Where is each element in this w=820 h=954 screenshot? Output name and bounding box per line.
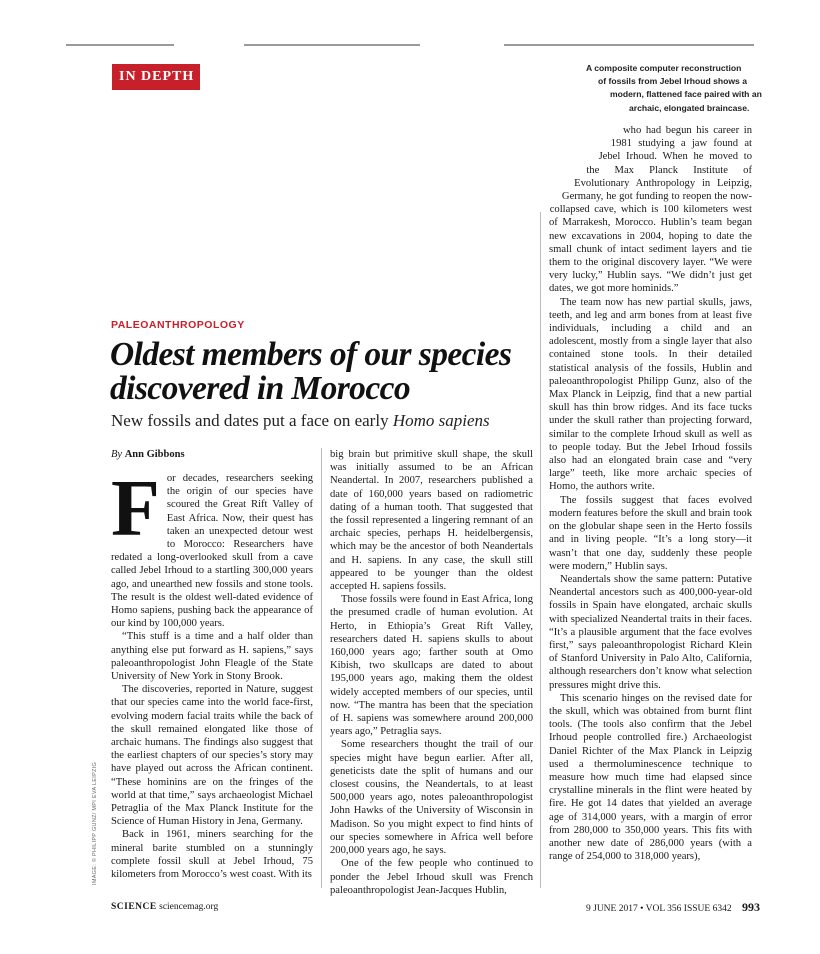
issue-info: 9 JUNE 2017 • VOL 356 ISSUE 6342 (586, 904, 732, 914)
caption-line: A composite computer reconstruction (586, 63, 742, 73)
byline-by: By (111, 449, 123, 460)
subhead-species: Homo sapiens (392, 411, 490, 430)
paragraph-text: or decades, researchers seeking the origin of our species have scoured the Great Rift Valley of East Africa. Now, their quest has taken an unexpected detour west to Morocco: Researchers have redated a long-overlooked skull from a cave called Jebel Irhoud to a startling 300,000 years ago, and unearthed new fossils and stone tools. The result is the oldest well-dated evidence of Homo sapiens, pushing back the appearance of our kind by 100,000 years. (111, 473, 313, 630)
column-divider (321, 448, 322, 888)
paragraph: who had begun his career in 1981 studying a jaw found at Jebel Irhoud. When he moved to the Max Planck Institute of Evolutionary Anthropology in Leipzig, Germany, he got funding to reopen the now-collapsed cave, which is 100 kilometers west of Marrakesh, Morocco. Hublin’s team began new excavations in 2004, hoping to date the small chunk of intact sediment layers and tie them to the original discovery layer. “We were very lucky,” Hublin says. “We didn’t just get dates, we got more hominids.” (549, 125, 752, 295)
footer-left (111, 902, 218, 912)
article-column-2 (330, 448, 533, 896)
byline-author: Ann Gibbons (124, 449, 185, 460)
paragraph: big brain but primitive skull shape, the skull was initially assumed to be an African Neandertal. In 2007, researchers published a date of 160,000 years based on radiometric dating of a human tooth. That suggested that the fossil represented a lingering remnant of an archaic species, perhaps H. heidelbergensis, which may be the ancestor of both Neandertals and H. sapiens. In any case, the skull still appeared to be younger than the oldest accepted H. sapiens fossils. (330, 449, 533, 593)
image-caption (572, 62, 762, 115)
top-rule-left (66, 44, 174, 46)
page-number: 993 (741, 900, 760, 914)
article-column-3 (549, 124, 752, 888)
footer-right (586, 900, 760, 915)
paragraph: The team now has new partial skulls, jaws, teeth, and leg and arm bones from at least five individuals, including a child and an adolescent, mostly from a single layer that also contained stone tools. In their detailed statistical analysis of the fossils, Hublin and paleoanthropologist Philipp Gunz, also of the Max Planck in Leipzig, find that a new partial skull has thin brow ridges. And its face tucks under the skull rather than projecting forward, similar to the complete Irhoud skull as well as to people today. But the Jebel Irhoud fossils also had an elongated brain case and “very large” teeth, like more archaic species of Homo, the authors write. (549, 296, 752, 493)
caption-line: archaic, elongated braincase. (629, 102, 750, 113)
column-divider (540, 212, 541, 888)
top-rule-middle (244, 44, 420, 46)
paragraph: The fossils suggest that faces evolved modern features before the skull and brain took on the globular shape seen in the Herto fossils and in living people. “It’s a long story—it wasn’t that one day, suddenly these people were modern,” Hublin says. (549, 494, 752, 572)
caption-line: modern, flattened face paired with an (610, 89, 762, 100)
paragraph: Some researchers thought the trail of our species might have begun earlier. After all, geneticists date the split of humans and our closest cousins, the Neandertals, to at least 500,000 years ago, notes paleoanthropologist John Hawks of the University of Wisconsin in Madison. So you might expect to find hints of our species somewhere in Africa well before 200,000 years ago, he says. (330, 739, 533, 857)
paragraph: Neandertals show the same pattern: Putative Neandertal ancestors such as 400,000-year-old fossils in Spain have elongated, archaic skulls with specialized Neandertal traits in their faces. “It’s a plausible argument that the face evolves first,” says paleoanthropologist Richard Klein of Stanford University in Palo Alto, California, although researchers don’t know what selection pressures might drive this. (549, 573, 752, 691)
photo-credit: IMAGE: © PHILIPP GUNZ/ MPI EVA LEIPZIG (92, 761, 98, 885)
journal-site: sciencemag.org (159, 902, 219, 912)
paragraph: Those fossils were found in East Africa, long the presumed cradle of human evolution. At Herto, in Ethiopia’s Great Rift Valley, researchers dated H. sapiens skulls to about 160,000 years ago; farther south at Omo Kibish, two skullcaps are dated to about 195,000 years ago, making them the oldest widely accepted members of our species, until now. “The mantra has been that the speciation of H. sapiens was somewhere around 200,000 years ago,” Petraglia says. (330, 594, 533, 738)
headline: Oldest members of our species discovered in Morocco (110, 336, 512, 407)
subhead (111, 411, 541, 431)
byline (111, 449, 185, 460)
paragraph (111, 465, 313, 630)
paragraph: Back in 1961, miners searching for the mineral barite stumbled on a stunningly complete fossil skull at Jebel Irhoud, 75 kilometers from Morocco’s west coast. With its (111, 829, 313, 881)
drop-cap: F (111, 465, 160, 553)
top-rule-right (504, 44, 754, 46)
journal-name: SCIENCE (111, 902, 157, 912)
kicker: PALEOANTHROPOLOGY (111, 319, 245, 331)
paragraph: The discoveries, reported in Nature, suggest that our species came into the world face-first, evolving modern facial traits while the back of the skull remained elongated like those of archaic humans. The findings also suggest that the earliest chapters of our species’s story may have played out across the African continent. “These hominins are on the fringes of the world at that time,” says archaeologist Michael Petraglia of the Max Planck Institute for the Science of Human History in Jena, Germany. (111, 684, 313, 828)
paragraph: “This stuff is a time and a half older than anything else put forward as H. sapiens,” says paleoanthropologist John Fleagle of the State University of New York in Stony Brook. (111, 631, 313, 683)
section-label: IN DEPTH (112, 64, 200, 90)
paragraph: One of the few people who continued to ponder the Jebel Irhoud skull was French paleoanthropologist Jean-Jacques Hublin, (330, 858, 533, 896)
article-column-1 (111, 465, 313, 888)
subhead-text: New fossils and dates put a face on early (111, 411, 393, 430)
caption-line: of fossils from Jebel Irhoud shows a (598, 76, 747, 87)
paragraph: This scenario hinges on the revised date for the skull, which was obtained from burnt flint tools. (The tools also confirm that the Jebel Irhoud people controlled fire.) Archaeologist Daniel Richter of the Max Planck in Leipzig used a thermoluminescence technique to measure how much time had elapsed since crystalline minerals in the flint were heated by fire. He got 14 dates that yielded an average age of 314,000 years, with a margin of error from 280,000 to 350,000 years. This fits with another new date of 286,000 years (with a range of 254,000 to 318,000 years), (549, 692, 752, 863)
